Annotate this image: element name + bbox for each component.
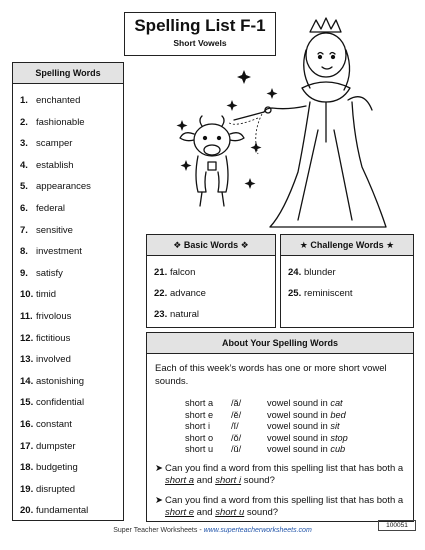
list-item [13, 241, 123, 263]
vowel-example: sit [330, 421, 340, 431]
item-number: 4. [20, 159, 28, 171]
item-number: 8. [20, 246, 28, 258]
question-post: sound? [241, 475, 275, 486]
question-vowel-b: short u [215, 507, 245, 518]
question-vowel-b: short i [215, 475, 242, 486]
item-number: 20. [20, 505, 34, 517]
question-text [165, 495, 405, 520]
list-item [13, 392, 123, 414]
item-number: 15. [20, 397, 34, 409]
question-item [155, 495, 405, 520]
item-number: 18. [20, 462, 34, 474]
vowel-row [185, 410, 405, 422]
arrow-icon: ➤ [155, 462, 163, 474]
list-item [13, 306, 123, 328]
footer-url[interactable]: www.superteacherworksheets.com [203, 527, 312, 534]
item-word: scamper [36, 138, 73, 150]
item-word: establish [36, 159, 74, 171]
question-post: sound? [244, 507, 279, 518]
item-word: advance [170, 288, 206, 299]
vowel-text: vowel sound in [267, 398, 328, 408]
worksheet-code: 100051 [378, 520, 416, 531]
princess-and-calf-illustration [152, 10, 392, 232]
list-item [147, 283, 275, 304]
item-number: 19. [20, 483, 34, 495]
vowel-row [185, 433, 405, 445]
item-number: 11. [20, 310, 33, 322]
item-word: investment [36, 246, 82, 258]
item-number: 1. [20, 95, 28, 106]
item-number: 21. [154, 267, 168, 278]
list-item [13, 220, 123, 242]
item-word: appearances [36, 181, 91, 193]
item-number: 22. [154, 288, 168, 299]
vowel-example: cub [330, 444, 346, 454]
question-pre: Can you find a word from this spelling list that has both a [165, 462, 404, 474]
about-box [146, 332, 414, 522]
item-word: involved [36, 354, 71, 366]
item-word: disrupted [36, 483, 76, 495]
spelling-words-heading: Spelling Words [13, 63, 123, 84]
item-number: 24. [288, 267, 302, 278]
about-heading: About Your Spelling Words [147, 333, 413, 354]
question-text [165, 463, 405, 488]
vowel-text: vowel sound in [267, 444, 328, 454]
arrow-icon: ➤ [155, 494, 163, 506]
list-item [281, 283, 413, 304]
item-number: 3. [20, 138, 28, 150]
vowel-label: short u [185, 444, 214, 454]
vowel-symbol: /ĕ/ [231, 409, 242, 420]
item-number: 16. [20, 418, 34, 430]
list-item [13, 436, 123, 458]
vowel-label: short e [185, 409, 214, 420]
question-item [155, 463, 405, 488]
vowel-row [185, 421, 405, 433]
vowel-symbol: /ŏ/ [231, 432, 242, 443]
vowel-symbol: /ŭ/ [231, 444, 242, 454]
item-word: falcon [170, 267, 196, 278]
basic-words-box [146, 234, 276, 328]
list-item [13, 500, 123, 522]
list-item [13, 284, 123, 306]
item-word: sensitive [36, 224, 73, 236]
list-item [13, 112, 123, 134]
vowel-row [185, 398, 405, 410]
item-word: enchanted [36, 95, 81, 106]
vowel-example: stop [330, 432, 348, 443]
item-number: 17. [20, 440, 34, 452]
item-word: timid [36, 289, 57, 301]
question-list [155, 463, 405, 520]
spelling-words-box [12, 62, 124, 521]
question-vowel-a: short e [165, 507, 195, 518]
item-number: 7. [20, 224, 28, 236]
item-word: budgeting [36, 462, 78, 474]
question-mid: and [194, 507, 216, 518]
footer [0, 527, 425, 534]
challenge-words-list [281, 256, 413, 304]
item-word: frivolous [36, 310, 72, 322]
list-item [147, 262, 275, 283]
list-item [147, 304, 275, 325]
vowel-table [185, 398, 405, 456]
question-mid: and [194, 475, 216, 486]
list-item [13, 414, 123, 436]
item-word: fashionable [36, 116, 85, 128]
basic-words-list [147, 256, 275, 325]
list-item [13, 90, 123, 112]
item-word: fictitious [36, 332, 71, 344]
list-item [13, 176, 123, 198]
item-number: 9. [20, 267, 28, 279]
item-word: natural [170, 309, 200, 320]
list-item [13, 198, 123, 220]
item-word: blunder [304, 267, 336, 278]
item-number: 6. [20, 202, 28, 214]
item-word: dumpster [36, 440, 76, 452]
item-word: astonishing [36, 375, 85, 387]
vowel-symbol: /ĭ/ [231, 421, 239, 431]
vowel-text: vowel sound in [267, 409, 328, 420]
vowel-example: bed [330, 409, 346, 420]
vowel-text: vowel sound in [267, 432, 328, 443]
list-item [13, 371, 123, 393]
vowel-row [185, 444, 405, 456]
vowel-text: vowel sound in [267, 421, 328, 431]
item-word: satisfy [36, 267, 63, 279]
item-word: confidential [36, 397, 85, 409]
list-item [13, 457, 123, 479]
list-item [13, 133, 123, 155]
item-word: reminiscent [304, 288, 353, 299]
about-body [147, 354, 413, 520]
footer-separator: - [197, 527, 204, 534]
item-word: fundamental [36, 505, 89, 517]
vowel-symbol: /ă/ [231, 398, 242, 408]
item-number: 13. [20, 354, 34, 366]
list-item [13, 263, 123, 285]
question-pre: Can you find a word from this spelling list that has both a [165, 494, 404, 506]
about-intro: Each of this week’s words has one or more short vowel sounds. [155, 363, 387, 387]
item-number: 12. [20, 332, 34, 344]
item-number: 10. [20, 289, 34, 301]
footer-brand: Super Teacher Worksheets [113, 527, 198, 534]
vowel-label: short o [185, 432, 214, 443]
item-number: 2. [20, 116, 28, 128]
page-title: Spelling List F-1 [134, 16, 266, 35]
spelling-words-list [13, 84, 123, 522]
list-item [13, 328, 123, 350]
challenge-words-box [280, 234, 414, 328]
list-item [13, 479, 123, 501]
challenge-words-heading: ★ Challenge Words ★ [281, 235, 413, 256]
basic-words-heading: ❖ Basic Words ❖ [147, 235, 275, 256]
vowel-label: short i [185, 421, 211, 431]
item-word: constant [36, 418, 72, 430]
item-number: 5. [20, 181, 28, 193]
list-item [281, 262, 413, 283]
item-number: 25. [288, 288, 302, 299]
vowel-example: cat [330, 398, 343, 408]
page-subtitle: Short Vowels [173, 38, 227, 48]
list-item [13, 349, 123, 371]
list-item [13, 155, 123, 177]
item-number: 23. [154, 309, 168, 320]
vowel-label: short a [185, 398, 214, 408]
item-word: federal [36, 202, 66, 214]
question-vowel-a: short a [165, 475, 195, 486]
item-number: 14. [20, 375, 34, 387]
